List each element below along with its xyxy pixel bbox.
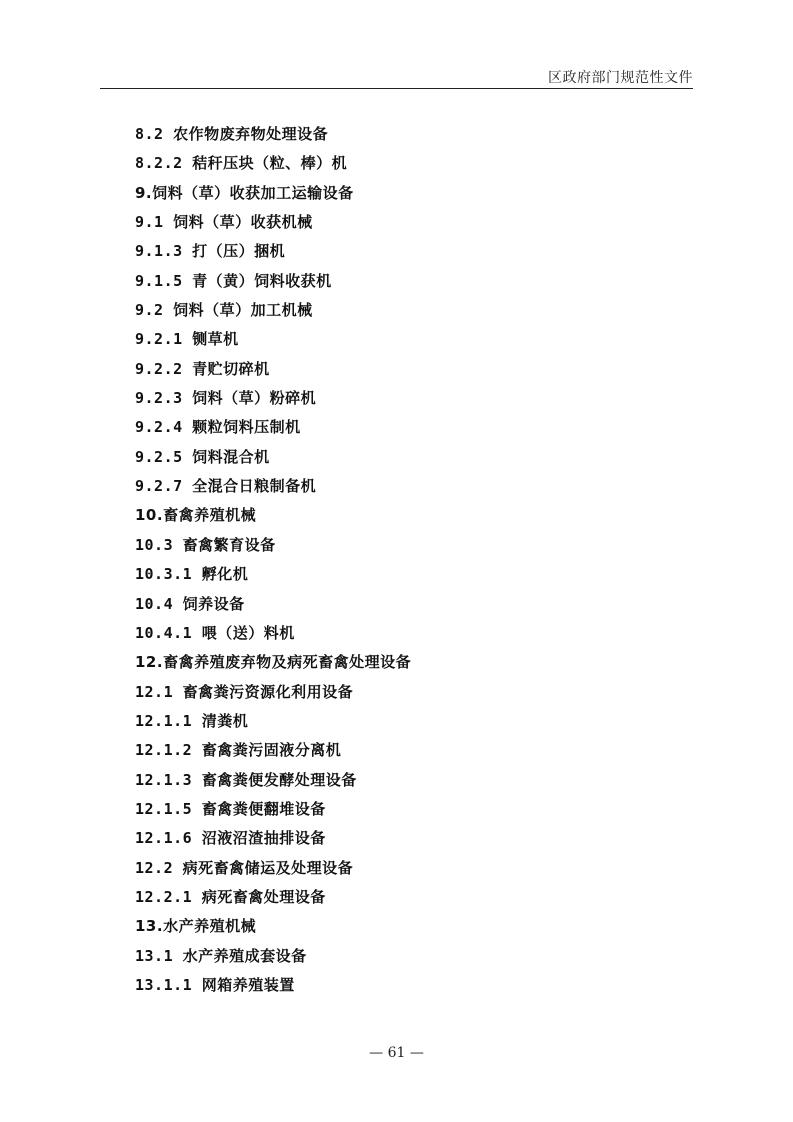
list-item: 9.1.5 青（黄）饲料收获机 xyxy=(135,271,332,290)
list-item: 8.2 农作物废弃物处理设备 xyxy=(135,125,329,143)
list-item: 12.2 病死畜禽储运及处理设备 xyxy=(135,858,354,877)
page-number: — 61 — xyxy=(369,1045,424,1061)
list-item: 9.1.3 打（压）捆机 xyxy=(135,242,286,261)
list-item: 9.2.4 颗粒饲料压制机 xyxy=(135,418,301,437)
list-item: 13.1.1 网箱养殖装置 xyxy=(135,975,295,994)
list-item: 12.1.6 沼液沼渣抽排设备 xyxy=(135,829,326,848)
list-item: 12.1 畜禽粪污资源化利用设备 xyxy=(135,682,354,701)
list-item: 12.1.2 畜禽粪污固液分离机 xyxy=(135,741,342,760)
list-item: 10.3.1 孵化机 xyxy=(135,565,249,584)
list-item: 9.2.2 青贮切碎机 xyxy=(135,359,270,378)
header-title: 区政府部门规范性文件 xyxy=(548,70,693,86)
list-item: 8.2.2 秸秆压块（粒、棒）机 xyxy=(135,154,348,173)
list-item: 9.2.7 全混合日粮制备机 xyxy=(135,477,317,496)
list-item: 10.4 饲养设备 xyxy=(135,594,245,613)
catalog-list xyxy=(135,120,695,1000)
list-item: 9.2 饲料（草）加工机械 xyxy=(135,301,313,320)
list-item: 10.3 畜禽繁育设备 xyxy=(135,535,276,554)
list-item: 12.1.3 畜禽粪便发酵处理设备 xyxy=(135,770,357,789)
list-item: 12.2.1 病死畜禽处理设备 xyxy=(135,887,326,906)
section-heading: 9.饲料（草）收获加工运输设备 xyxy=(135,183,354,202)
list-item: 9.2.5 饲料混合机 xyxy=(135,447,270,466)
list-item: 9.2.1 铡草机 xyxy=(135,330,239,349)
section-heading: 12.畜禽养殖废弃物及病死畜禽处理设备 xyxy=(135,653,412,672)
list-item: 12.1.1 清粪机 xyxy=(135,711,249,730)
list-item: 9.2.3 饲料（草）粉碎机 xyxy=(135,389,317,408)
header-divider xyxy=(100,88,693,89)
list-item: 13.1 水产养殖成套设备 xyxy=(135,946,307,965)
list-item: 9.1 饲料（草）收获机械 xyxy=(135,213,313,232)
list-item: 10.4.1 喂（送）料机 xyxy=(135,623,295,642)
section-heading: 10.畜禽养殖机械 xyxy=(135,506,257,525)
section-heading: 13.水产养殖机械 xyxy=(135,917,257,936)
list-item: 12.1.5 畜禽粪便翻堆设备 xyxy=(135,799,326,818)
